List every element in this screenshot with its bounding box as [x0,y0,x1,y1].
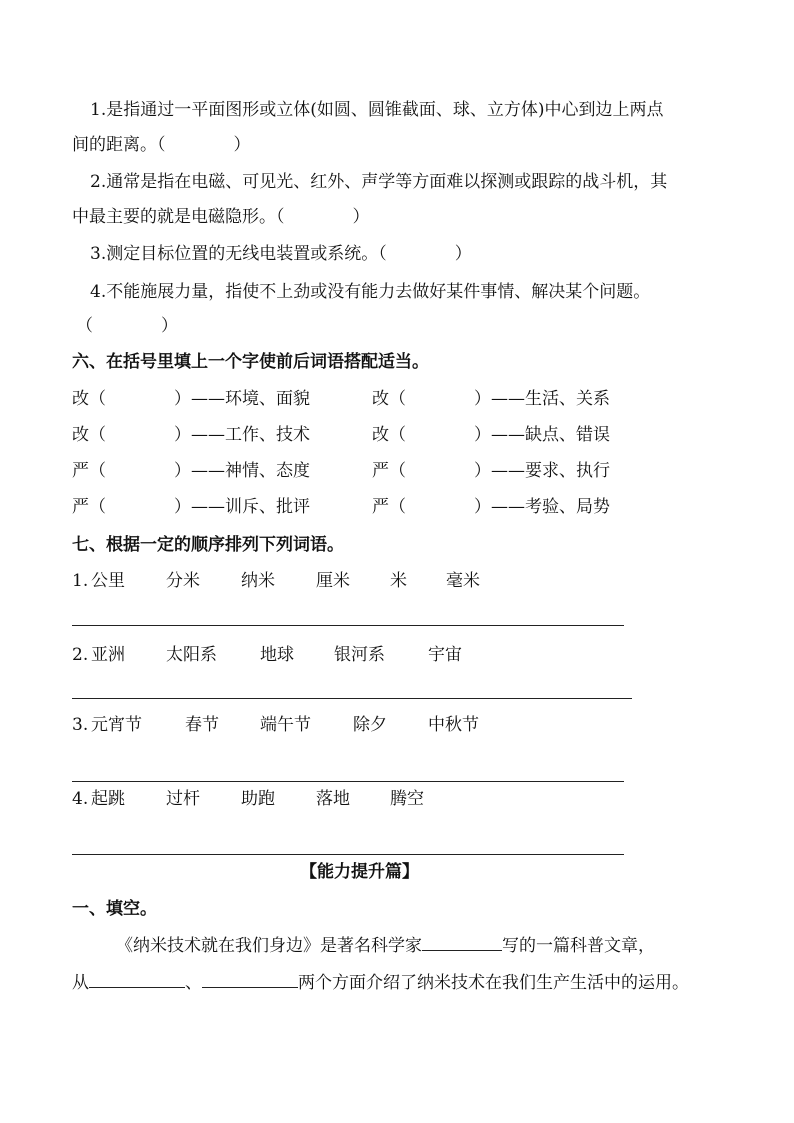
ability-title: 【能力提升篇】 [300,862,419,882]
group-3-word-1: 元宵节 [91,715,142,735]
fill-line-1-text-a: 《纳米技术就在我们身边》是著名科学家 [116,936,422,956]
group-2-word-3: 地球 [260,645,294,665]
group-3-word-2: 春节 [185,715,219,735]
group-4-number: 4. [72,789,89,809]
q4-line2: （ ） [76,316,178,336]
group-3-word-4: 除夕 [353,715,387,735]
group-4-word-4: 落地 [316,789,350,809]
ability-heading: 一、填空。 [72,899,157,919]
group-4-word-5: 腾空 [390,789,424,809]
q3-line1: 3.测定目标位置的无线电装置或系统。（ ） [90,244,472,264]
group-1-word-6: 毫米 [446,571,480,591]
q2-line1: 2.通常是指在电磁、可见光、红外、声学等方面难以探测或跟踪的战斗机，其 [90,172,668,192]
fill-line-2-sep: 、 [185,973,202,993]
group-4-word-1: 起跳 [91,789,125,809]
group-1-number: 1. [72,571,89,591]
q1-line2: 间的距离。（ ） [72,135,251,155]
answer-line-4[interactable] [72,854,624,855]
group-2-word-1: 亚洲 [91,645,125,665]
answer-line-2[interactable] [72,698,632,699]
match-row-1-left: 改（ ）——环境、面貌 [72,389,310,409]
q1-line1: 1.是指通过一平面图形或立体(如圆、圆锥截面、球、立方体)中心到边上两点 [90,100,664,120]
q4-line1: 4.不能施展力量，指使不上劲或没有能力去做好某件事情、解决某个问题。 [90,282,651,302]
group-1-word-1: 公里 [91,571,125,591]
match-row-2-left: 改（ ）——工作、技术 [72,425,310,445]
match-row-4-left: 严（ ）——训斥、批评 [72,497,310,517]
group-2-word-4: 银河系 [334,645,385,665]
answer-line-1[interactable] [72,625,624,626]
section6-heading: 六、在括号里填上一个字使前后词语搭配适当。 [72,352,429,372]
section7-heading: 七、根据一定的顺序排列下列词语。 [72,535,344,555]
q2-line2: 中最主要的就是电磁隐形。（ ） [72,207,370,227]
blank-aspect-1[interactable] [89,969,185,988]
blank-aspect-2[interactable] [202,969,298,988]
group-1-word-2: 分米 [166,571,200,591]
answer-line-3[interactable] [72,781,624,782]
group-3-word-3: 端午节 [260,715,311,735]
match-row-2-right: 改（ ）——缺点、错误 [372,425,610,445]
match-row-3-left: 严（ ）——神情、态度 [72,461,310,481]
fill-line-1 [116,932,655,958]
fill-line-1-text-b: 写的一篇科普文章， [502,936,655,956]
match-row-4-right: 严（ ）——考验、局势 [372,497,610,517]
fill-line-2-text-b: 两个方面介绍了纳米技术在我们生产生活中的运用。 [298,973,689,993]
group-4-word-3: 助跑 [241,789,275,809]
match-row-1-right: 改（ ）——生活、关系 [372,389,610,409]
fill-line-2-text-a: 从 [72,973,89,993]
group-2-word-5: 宇宙 [428,645,462,665]
group-2-number: 2. [72,645,89,665]
group-1-word-3: 纳米 [241,571,275,591]
match-row-3-right: 严（ ）——要求、执行 [372,461,610,481]
group-3-number: 3. [72,715,89,735]
group-1-word-4: 厘米 [316,571,350,591]
fill-line-2 [72,969,689,995]
blank-scientist[interactable] [422,932,502,951]
group-3-word-5: 中秋节 [428,715,479,735]
group-4-word-2: 过杆 [166,789,200,809]
group-2-word-2: 太阳系 [166,645,217,665]
group-1-word-5: 米 [390,571,407,591]
